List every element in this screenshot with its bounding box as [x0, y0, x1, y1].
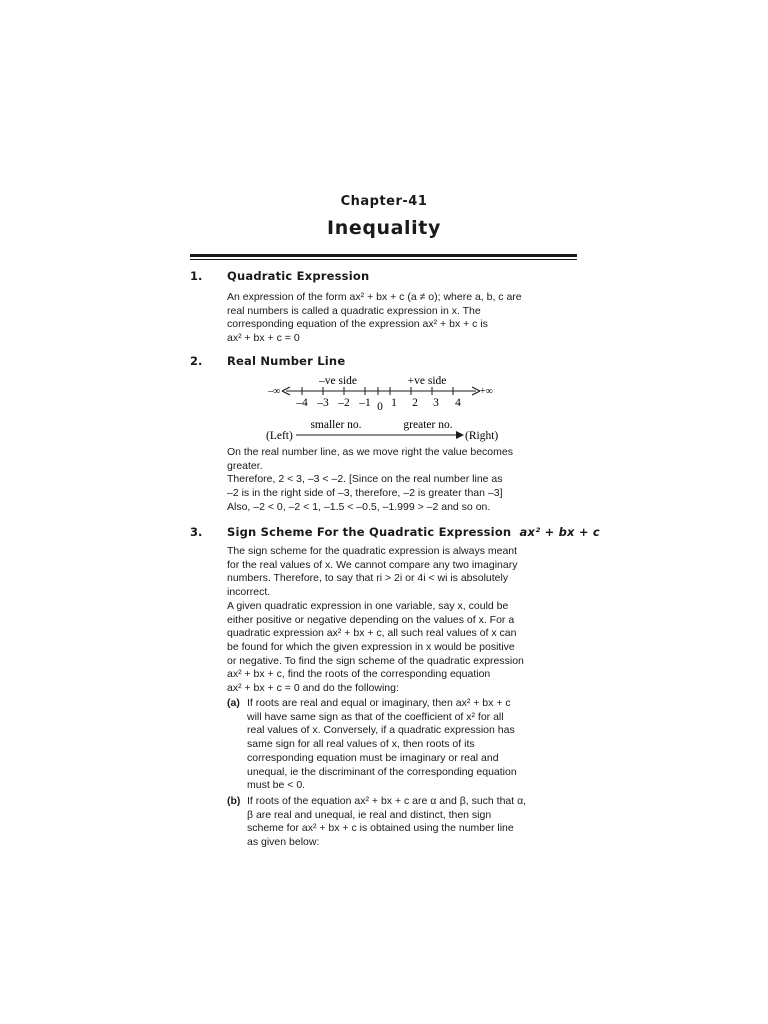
chapter-label: Chapter-41: [340, 194, 428, 209]
section-2-number: 2.: [190, 354, 203, 368]
list-item-label: (a): [227, 697, 240, 709]
greater-number-label: greater no.: [403, 419, 453, 431]
section-1-body: [227, 291, 576, 346]
title-rule-thin: [190, 259, 577, 260]
section-1-number: 1.: [190, 269, 203, 283]
section-3-title-text: Sign Scheme For the Quadratic Expression: [227, 525, 512, 539]
title-rule-thick: [190, 254, 577, 257]
tick-label: 1: [391, 397, 397, 409]
body-line: as given below:: [247, 836, 320, 849]
body-line: greater.: [227, 459, 263, 472]
smaller-number-label: smaller no.: [310, 419, 362, 431]
body-line: β are real and unequal, ie real and distinct, then sign: [247, 808, 492, 821]
body-line: ax² + bx + c, find the roots of the corresponding equation: [227, 668, 491, 681]
left-label: (Left): [266, 430, 293, 442]
body-line: be found for which the given expression in x would be positive: [227, 640, 515, 653]
section-2-body: [227, 446, 576, 515]
neg-infinity-label: –∞: [268, 386, 281, 397]
direction-arrow-icon: [456, 431, 464, 439]
body-line: If roots of the equation ax² + bx + c are α and β, such that α,: [247, 795, 527, 807]
body-line: ax² + bx + c = 0 and do the following:: [227, 682, 399, 695]
body-line: An expression of the form ax² + bx + c (a ≠ o); where a, b, c are: [227, 291, 522, 303]
body-line: will have same sign as that of the coefficient of x² for all: [247, 710, 504, 723]
body-line: must be < 0.: [247, 779, 306, 792]
body-line: real numbers is called a quadratic expression in x. The: [227, 304, 481, 317]
body-line: A given quadratic expression in one variable, say x, could be: [227, 599, 509, 612]
body-line: quadratic expression ax² + bx + c, all such real values of x can: [227, 627, 517, 640]
tick-label: 4: [455, 397, 461, 409]
tick-label: –2: [338, 397, 350, 409]
section-1-title: Quadratic Expression: [227, 269, 370, 283]
section-2-title: Real Number Line: [227, 354, 346, 368]
body-line: corresponding equation must be imaginary or real and: [247, 751, 499, 764]
body-line: unequal, ie the discriminant of the corresponding equation: [247, 765, 517, 778]
tick-labels: [295, 397, 461, 413]
body-line: incorrect.: [227, 586, 271, 599]
tick-label: –1: [359, 397, 371, 409]
real-number-line-figure: [260, 370, 520, 446]
body-line: for the real values of x. We cannot compare any two imaginary: [227, 558, 518, 571]
pos-side-label: +ve side: [407, 375, 447, 387]
section-3-title: [227, 525, 600, 539]
body-line: If roots are real and equal or imaginary, then ax² + bx + c: [247, 697, 511, 709]
body-line: corresponding equation of the expression ax² + bx + c is: [227, 318, 488, 331]
tick-label: 3: [433, 397, 439, 409]
section-3-body: [227, 545, 576, 696]
section-3-number: 3.: [190, 525, 203, 539]
body-line: either positive or negative depending on the values of x. For a: [227, 613, 515, 626]
section-3-title-expression: ax² + bx + c: [519, 525, 600, 539]
body-line: –2 is in the right side of –3, therefore, –2 is greater than –3]: [227, 487, 503, 500]
body-line: On the real number line, as we move right the value becomes: [227, 446, 513, 458]
body-line: Also, –2 < 0, –2 < 1, –1.5 < –0.5, –1.999 > –2 and so on.: [227, 500, 491, 513]
body-line: real values of x. Conversely, if a quadratic expression has: [247, 724, 515, 737]
tick-label: –3: [317, 397, 329, 409]
body-line: scheme for ax² + bx + c is obtained using the number line: [247, 822, 514, 835]
tick-label: –4: [296, 397, 308, 409]
tick-label: 2: [412, 397, 418, 409]
body-line: same sign for all real values of x, then roots of its: [247, 738, 475, 751]
pos-infinity-label: +∞: [480, 386, 493, 397]
list-item-label: (b): [227, 795, 241, 807]
body-line: Therefore, 2 < 3, –3 < –2. [Since on the real number line as: [227, 473, 503, 486]
list-item-text: [247, 795, 576, 850]
neg-side-label: –ve side: [318, 375, 358, 387]
body-line: ax² + bx + c = 0: [227, 332, 300, 345]
list-item-text: [247, 697, 576, 793]
chapter-title: Inequality: [327, 217, 441, 239]
tick-label: 0: [377, 401, 383, 413]
body-line: numbers. Therefore, to say that ri > 2i or 4i < wi is absolutely: [227, 572, 509, 585]
body-line: The sign scheme for the quadratic expression is always meant: [227, 545, 518, 557]
right-label: (Right): [465, 430, 499, 442]
body-line: or negative. To find the sign scheme of the quadratic expression: [227, 654, 524, 667]
